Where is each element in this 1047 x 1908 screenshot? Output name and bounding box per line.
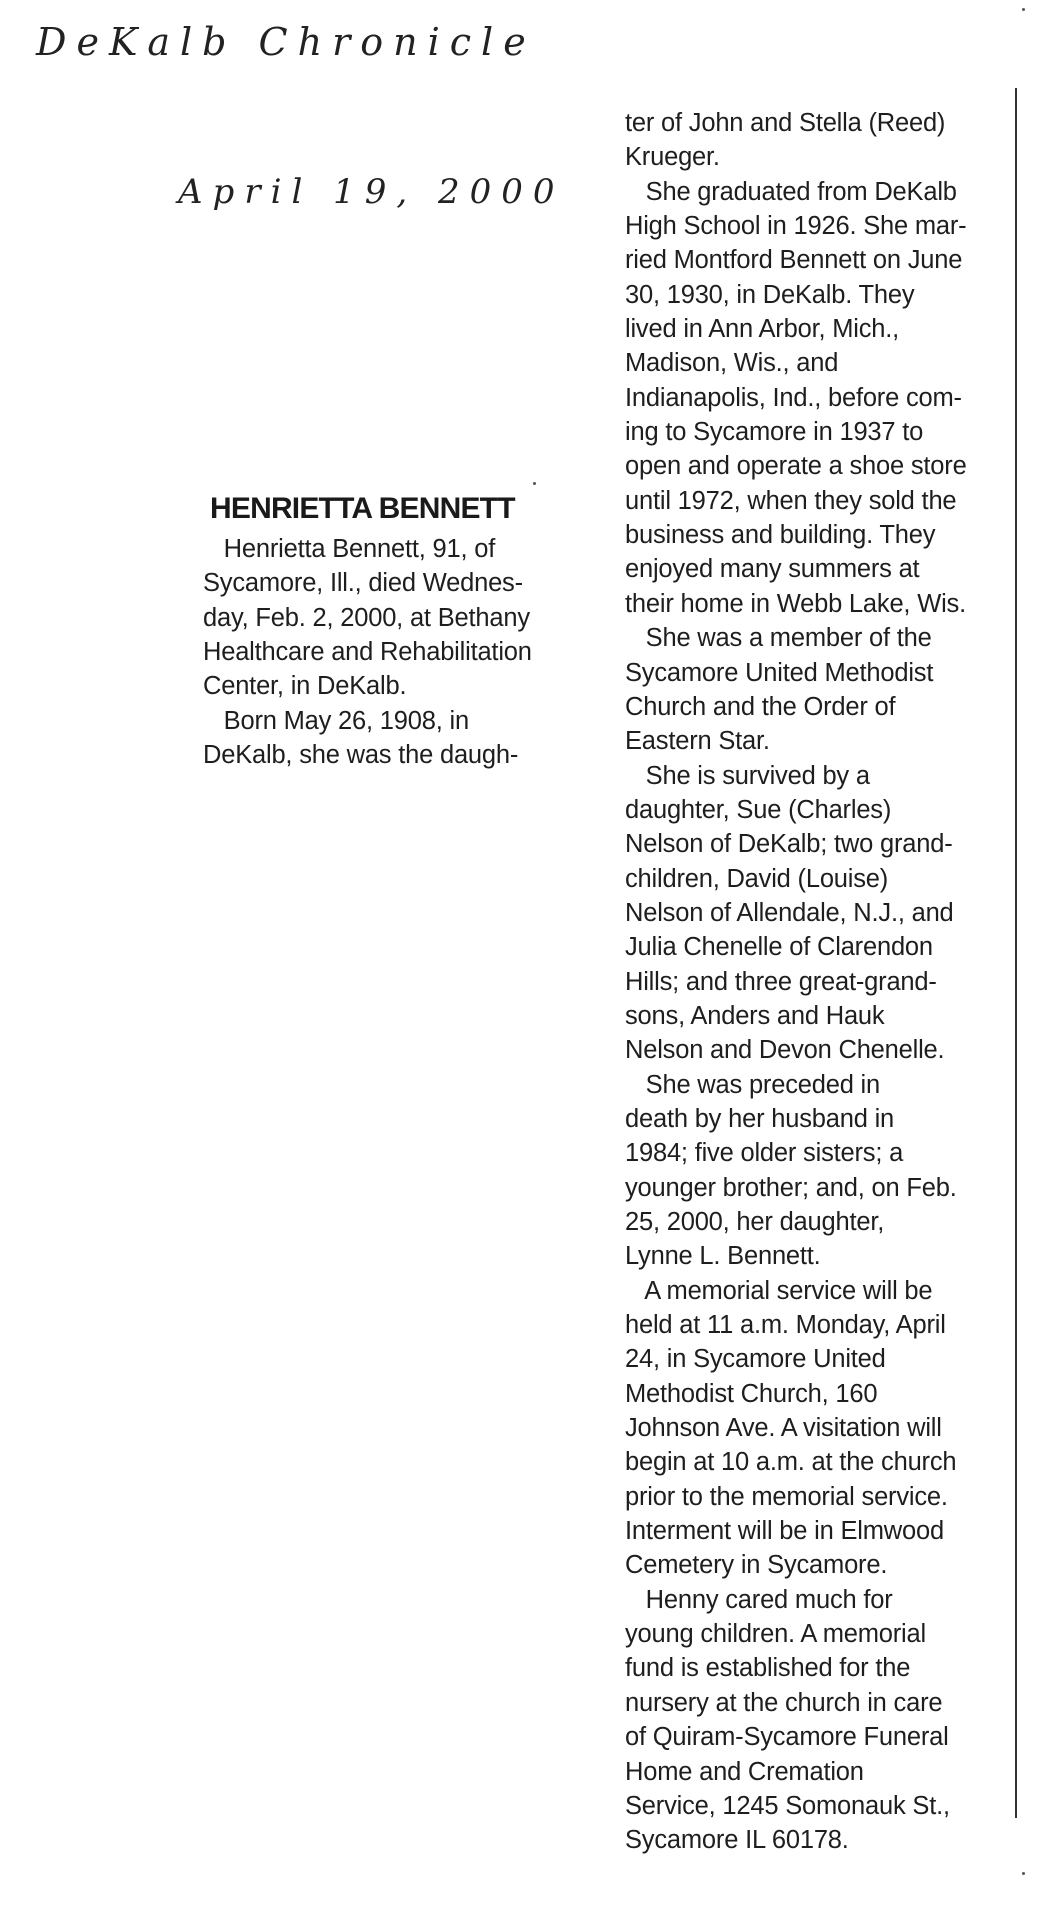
text-line: Cemetery in Sycamore.	[625, 1551, 888, 1580]
text-line: Johnson Ave. A visitation will	[625, 1414, 942, 1443]
text-line: Healthcare and Rehabilitation	[203, 638, 532, 667]
text-line: daughter, Sue (Charles)	[625, 795, 892, 824]
text-line: 24, in Sycamore United	[625, 1345, 886, 1374]
text-line: Hills; and three great-grand-	[625, 967, 937, 996]
text-line: Madison, Wis., and	[625, 349, 839, 378]
obituary-heading: HENRIETTA BENNETT	[210, 492, 515, 525]
text-line: held at 11 a.m. Monday, April	[625, 1311, 946, 1340]
text-line: She was a member of the	[625, 624, 932, 653]
text-line: Henny cared much for	[625, 1585, 893, 1614]
text-line: Nelson of Allendale, N.J., and	[625, 898, 954, 927]
text-line: DeKalb, she was the daugh-	[203, 741, 519, 770]
text-line: open and operate a shoe store	[625, 452, 967, 481]
text-line: She is survived by a	[625, 761, 870, 790]
text-line: Service, 1245 Somonauk St.,	[625, 1791, 950, 1820]
text-line: Nelson and Devon Chenelle.	[625, 1036, 945, 1065]
text-line: Nelson of DeKalb; two grand-	[625, 830, 953, 859]
text-line: She was preceded in	[625, 1070, 881, 1099]
scan-speck	[533, 482, 536, 485]
text-line: A memorial service will be	[625, 1276, 933, 1305]
text-line: enjoyed many summers at	[625, 555, 920, 584]
text-line: until 1972, when they sold the	[625, 486, 957, 515]
text-line: day, Feb. 2, 2000, at Bethany	[203, 603, 530, 632]
text-line: Sycamore IL 60178.	[625, 1826, 849, 1855]
handwritten-date: April 19, 2000	[178, 172, 565, 212]
text-line: Center, in DeKalb.	[203, 672, 407, 701]
text-line: young children. A memorial	[625, 1620, 926, 1649]
text-line: Indianapolis, Ind., before com-	[625, 383, 962, 412]
text-line: Henrietta Bennett, 91, of	[203, 535, 496, 563]
text-line: Julia Chenelle of Clarendon	[625, 933, 933, 962]
text-line: younger brother; and, on Feb.	[625, 1173, 957, 1202]
text-line: ried Montford Bennett on June	[625, 246, 963, 275]
text-line: prior to the memorial service.	[625, 1482, 948, 1511]
left-column	[203, 532, 532, 772]
text-line: children, David (Louise)	[625, 864, 889, 893]
text-line: death by her husband in	[625, 1104, 895, 1133]
right-column	[625, 106, 967, 1858]
text-line: Church and the Order of	[625, 692, 896, 721]
handwritten-publication: DeKalb Chronicle	[36, 20, 536, 64]
text-line: of Quiram-Sycamore Funeral	[625, 1723, 949, 1752]
text-line: ter of John and Stella (Reed)	[625, 109, 946, 137]
text-line: 30, 1930, in DeKalb. They	[625, 280, 915, 309]
scan-speck	[1022, 8, 1025, 11]
text-line: sons, Anders and Hauk	[625, 1001, 885, 1030]
text-line: Lynne L. Bennett.	[625, 1242, 821, 1271]
column-border-rule	[1015, 88, 1017, 1818]
text-line: Sycamore United Methodist	[625, 658, 934, 687]
text-line: 1984; five older sisters; a	[625, 1139, 904, 1168]
text-line: Home and Cremation	[625, 1757, 864, 1786]
text-line: Methodist Church, 160	[625, 1379, 878, 1408]
text-line: Eastern Star.	[625, 727, 770, 756]
text-line: High School in 1926. She mar-	[625, 212, 967, 241]
text-line: She graduated from DeKalb	[625, 177, 957, 206]
text-line: Born May 26, 1908, in	[203, 706, 469, 735]
text-line: fund is established for the	[625, 1654, 911, 1683]
text-line: Sycamore, Ill., died Wednes-	[203, 569, 523, 598]
text-line: Krueger.	[625, 143, 720, 172]
text-line: nursery at the church in care	[625, 1688, 943, 1717]
text-line: lived in Ann Arbor, Mich.,	[625, 315, 900, 344]
text-line: ing to Sycamore in 1937 to	[625, 418, 924, 447]
text-line: begin at 10 a.m. at the church	[625, 1448, 957, 1477]
scan-speck	[1022, 1872, 1025, 1875]
text-line: their home in Webb Lake, Wis.	[625, 589, 966, 618]
text-line: business and building. They	[625, 521, 936, 550]
text-line: Interment will be in Elmwood	[625, 1517, 944, 1546]
text-line: 25, 2000, her daughter,	[625, 1208, 885, 1236]
